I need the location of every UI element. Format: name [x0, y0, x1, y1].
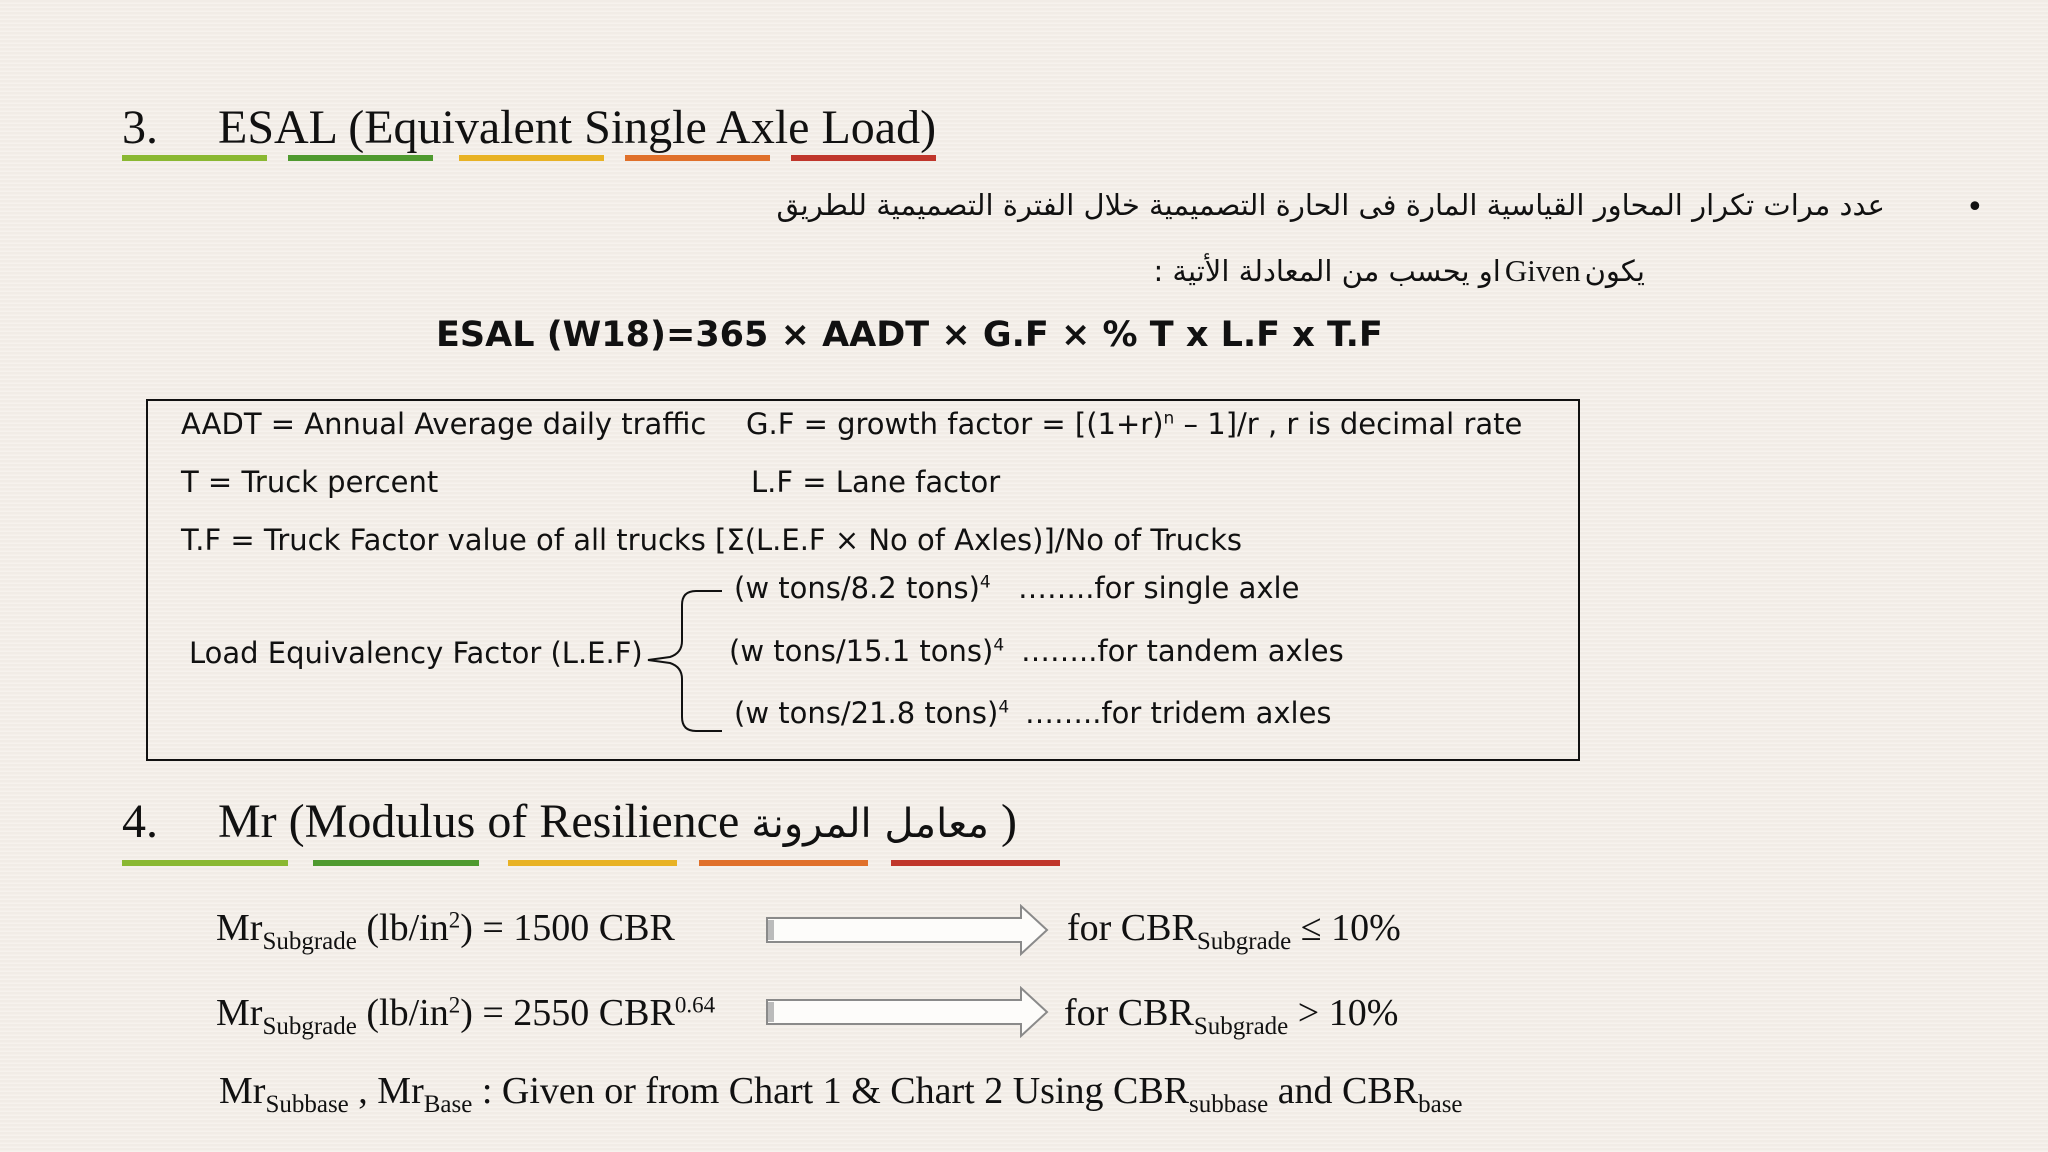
section-3-title: ESAL (Equivalent Single Axle Load)	[218, 101, 937, 154]
underline-segment-5	[891, 860, 1060, 866]
cond-pre: for CBR	[1064, 992, 1194, 1034]
mr-subbase-sub: Subbase	[265, 1090, 349, 1118]
section-3-number: 3.	[122, 101, 158, 154]
mr-base-sub: Base	[423, 1090, 473, 1118]
separator: ,	[348, 1070, 378, 1112]
def-lane-factor: L.F = Lane factor	[751, 465, 1001, 499]
section-4-title-post: )	[1000, 795, 1017, 848]
def-truck-percent: T = Truck percent	[181, 465, 439, 499]
mr-symbol: Mr	[216, 907, 263, 949]
mr-units-sup: 2	[448, 992, 461, 1018]
underline-segment-3	[508, 860, 677, 866]
and-cbr-text: and CBR	[1268, 1070, 1419, 1112]
mr-units-sup: 2	[448, 907, 461, 933]
mr-units-pre: (lb/in	[356, 992, 449, 1034]
underline-segment-3	[459, 155, 604, 161]
mr-exponent: 0.64	[674, 992, 716, 1018]
underline-segment-1	[122, 860, 288, 866]
def-aadt: AADT = Annual Average daily traffic	[181, 407, 707, 441]
mr-symbol: Mr	[216, 992, 263, 1034]
cond-sub: Subgrade	[1193, 1012, 1289, 1040]
lef-expr: (w tons/8.2 tons)	[734, 571, 980, 605]
lef-exp: 4	[998, 697, 1010, 718]
lef-note-tandem: ……..for tandem axles	[1021, 634, 1344, 668]
def-lef-label: Load Equivalency Factor (L.E.F)	[189, 636, 643, 670]
underline-segment-2	[288, 155, 433, 161]
mr-equation-row-2	[216, 991, 716, 1040]
cond-post: > 10%	[1288, 992, 1399, 1034]
cond-sub: Subgrade	[1196, 927, 1292, 955]
def-gf-pre: G.F = growth factor = [(1+r)	[746, 407, 1164, 441]
mr-units-pre: (lb/in	[356, 907, 449, 949]
mr-condition-row-1	[1067, 906, 1401, 955]
section-4-number: 4.	[122, 795, 158, 848]
mr-subbase-base-row	[219, 1069, 1463, 1118]
def-gf-post: – 1]/r , r is decimal rate	[1174, 407, 1523, 441]
esal-formula: ESAL (W18)=365 × AADT × G.F × % T x L.F x T.F	[436, 315, 1383, 355]
lef-exp: 4	[993, 635, 1005, 656]
lef-note-single: ……..for single axle	[1018, 571, 1300, 605]
arrow-right-icon	[765, 904, 1049, 956]
mr-subbase-symbol: Mr	[219, 1070, 266, 1112]
mr-equation-rhs: ) = 2550 CBR	[460, 992, 675, 1034]
underline-segment-2	[313, 860, 479, 866]
lef-expr: (w tons/21.8 tons)	[734, 696, 999, 730]
lef-row-tridem	[734, 696, 1009, 730]
def-growth-factor	[746, 407, 1522, 441]
underline-segment-4	[699, 860, 868, 866]
lef-expr: (w tons/15.1 tons)	[729, 634, 994, 668]
section-4-title	[218, 795, 1017, 848]
section-4-title-pre: Mr (Modulus of Resilience	[218, 795, 740, 848]
underline-segment-5	[791, 155, 936, 161]
lef-note-tridem: ……..for tridem axles	[1025, 696, 1332, 730]
mr-condition-row-2	[1064, 991, 1399, 1040]
cbr-base-sub: base	[1418, 1090, 1463, 1118]
mr-subscript: Subgrade	[262, 1012, 357, 1040]
lef-row-single	[734, 571, 991, 605]
bullet: •	[1966, 190, 1984, 225]
mr-subscript: Subgrade	[262, 927, 357, 955]
cbr-subbase-sub: subbase	[1189, 1090, 1269, 1118]
arabic-line2-post: او يحسب من المعادلة الأتية :	[1153, 254, 1501, 288]
arabic-description-line1: عدد مرات تكرار المحاور القياسية المارة فى الحارة التصميمية خلال الفترة التصميمية للطريق	[776, 188, 1885, 222]
mr-equation-rhs: ) = 1500 CBR	[460, 907, 675, 949]
cond-pre: for CBR	[1067, 907, 1197, 949]
mr-given-text: : Given or from Chart 1 & Chart 2 Using CBR	[472, 1070, 1190, 1112]
cond-post: ≤ 10%	[1291, 907, 1401, 949]
arabic-line2-pre: يكون	[1584, 254, 1645, 288]
mr-base-symbol: Mr	[377, 1070, 424, 1112]
lef-row-tandem	[729, 634, 1004, 668]
underline-segment-1	[122, 155, 267, 161]
def-gf-sup: n	[1163, 408, 1175, 429]
arabic-description-line2	[1153, 253, 1645, 289]
mr-equation-row-1	[216, 906, 675, 955]
lef-brace	[644, 585, 724, 735]
section-4-title-arabic: معامل المرونة	[751, 801, 989, 847]
arrow-right-icon	[765, 986, 1049, 1038]
lef-exp: 4	[979, 572, 991, 593]
underline-segment-4	[625, 155, 770, 161]
arabic-line2-given: Given	[1504, 253, 1581, 288]
def-truck-factor: T.F = Truck Factor value of all trucks [Σ(L.E.F × No of Axles)]/No of Trucks	[181, 523, 1242, 557]
